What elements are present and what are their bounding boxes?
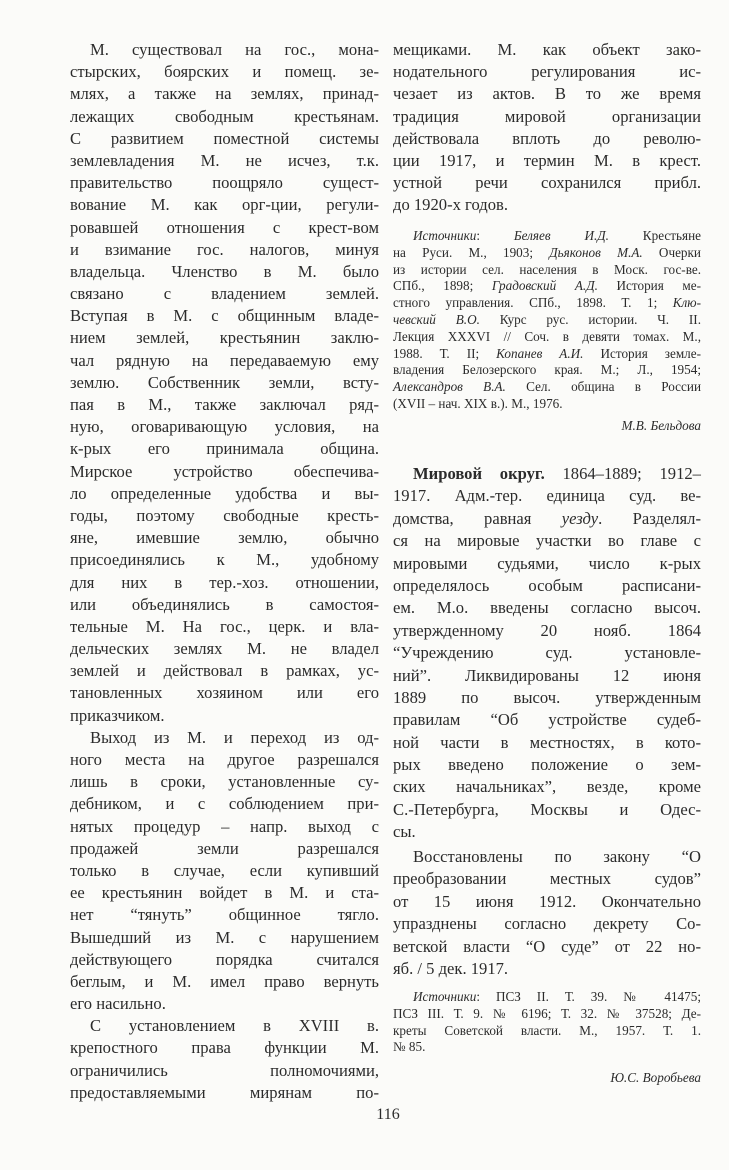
text-line (70, 394, 379, 416)
text-line (70, 882, 379, 904)
text-line (70, 594, 379, 616)
text-run: от 15 июня 1912. Окончательно (393, 891, 701, 911)
text-line (393, 754, 701, 776)
text-line (393, 39, 701, 61)
text-line (393, 485, 701, 507)
text-run: лежащих свободным крестьянам. (70, 106, 379, 126)
text-run: действовала вплоть до револю- (393, 128, 701, 148)
text-line (393, 846, 701, 868)
text-line (393, 799, 701, 821)
text-run: 1864–1889; 1912– (544, 464, 701, 483)
text-run: чал рядную на передаваемую ему (70, 350, 379, 370)
text-run: правительство поощряло сущест- (70, 173, 379, 193)
text-line (393, 936, 701, 958)
text-line (70, 527, 379, 549)
text-line (393, 575, 701, 597)
text-line (393, 709, 701, 731)
text-line (393, 687, 701, 709)
text-run: ции 1917, и термин М. в крест. (393, 150, 701, 170)
text-run: мировыми судьями, число к-рых (393, 553, 701, 573)
text-run: упразднены согласно декрету Со- (393, 914, 701, 934)
text-run: ную, оговаривающую условия, на (70, 417, 379, 437)
text-run: устной речи сохранился прибл. (393, 173, 701, 193)
text-line (70, 283, 379, 305)
text-run: домства, равная (393, 508, 562, 528)
text-run: Восстановлены по закону “О (413, 847, 701, 866)
text-run: яне, имевшие землю, обычно (70, 528, 379, 548)
text-line (70, 350, 379, 372)
text-line (70, 194, 379, 216)
text-line (70, 616, 379, 638)
text-run: правилам “Об устройстве судеб- (393, 710, 701, 730)
text-line (393, 821, 701, 843)
text-line (70, 305, 379, 327)
text-line (70, 128, 379, 150)
text-run: тановленных хозяином или его (70, 683, 379, 703)
italic-run: Александров В.А. (393, 379, 506, 395)
text-run: 1889 по высоч. утвержденным (393, 687, 701, 707)
author-signature: М.В. Бельдова (621, 418, 701, 433)
text-run: пая в М., также заключал ряд- (70, 395, 379, 414)
text-line (70, 106, 379, 128)
sources-list (393, 228, 701, 413)
text-line (70, 793, 379, 815)
text-run: продажей земли разрешался (70, 838, 379, 858)
text-line (70, 483, 379, 505)
text-run: дебником, и с соблюдением при- (70, 794, 379, 814)
left-column (70, 39, 379, 1104)
text-run: традиция мировой организации (393, 106, 701, 126)
text-line (393, 508, 701, 530)
italic-run: Клю- (672, 295, 701, 311)
text-run: до 1920-х годов. (393, 195, 508, 215)
text-run: из истории сел. населения в Моск. гос-ве. (393, 261, 701, 277)
text-run: тельные М. На гос., церк. и вла- (70, 616, 379, 636)
text-run: рых введено положение о зем- (393, 755, 701, 775)
text-line (393, 776, 701, 798)
text-run: Вышедший из М. с нарушением (70, 927, 379, 947)
text-line (393, 61, 701, 83)
text-line (393, 958, 701, 980)
italic-run: Градовский А.Д. (491, 278, 598, 294)
text-line (393, 295, 701, 312)
text-run: “Учреждению суд. установле- (393, 643, 701, 663)
text-line (70, 1015, 379, 1037)
text-line (70, 39, 379, 61)
text-run: только в случае, если купивший (70, 860, 379, 880)
text-run: История земле- (583, 345, 701, 361)
text-run: нием землей, крестьянин заклю- (70, 328, 379, 348)
text-line (393, 530, 701, 552)
text-run: годы, поэтому свободные кресть- (70, 505, 379, 525)
text-run: утвержденному 20 нояб. 1864 (393, 620, 701, 640)
text-run: или объединялись в самостоя- (70, 594, 379, 614)
text-line (393, 128, 701, 150)
text-line (70, 1060, 379, 1082)
paragraph-continuation (393, 39, 701, 217)
text-line (70, 549, 379, 571)
text-line (70, 749, 379, 771)
text-run: для них в тер.-хоз. отношении, (70, 572, 379, 592)
text-run: СПб., 1898; (393, 278, 492, 294)
text-line (393, 665, 701, 687)
text-run: № 85. (393, 1039, 426, 1055)
text-run: С установлением в XVIII в. (90, 1016, 379, 1036)
text-run: ний”. Ликвидированы 12 июня (393, 665, 701, 685)
text-run: присоединялись к М., удобному (70, 550, 379, 570)
text-run: млях, а также на землях, принад- (70, 84, 379, 104)
text-line (70, 150, 379, 172)
text-run: Очерки (642, 244, 701, 260)
text-line (70, 572, 379, 594)
text-run: Вступая в М. с общинным владе- (70, 306, 379, 326)
text-line (70, 1037, 379, 1059)
text-line (393, 868, 701, 890)
text-run: : ПСЗ II. Т. 39. № 41475; (476, 989, 701, 1004)
text-run: Мирское устройство обеспечива- (70, 461, 379, 481)
text-line (393, 1039, 701, 1056)
italic-run: Источники (413, 989, 477, 1004)
text-run: ся на мировые участки во главе с (393, 531, 701, 551)
page-number: 116 (376, 1106, 400, 1123)
text-line (393, 379, 701, 396)
text-line (70, 327, 379, 349)
text-line (70, 816, 379, 838)
text-line (393, 463, 701, 485)
text-line (70, 771, 379, 793)
text-line (70, 505, 379, 527)
italic-run: Источники (413, 228, 477, 243)
text-run: (XVII – нач. XIX в.). М., 1976. (393, 395, 563, 411)
text-run: креты Советской власти. М., 1957. Т. 1. (393, 1022, 701, 1038)
dictionary-entry (393, 463, 701, 844)
entry-headword: Мировой округ. (413, 464, 545, 483)
text-line (393, 1023, 701, 1040)
text-line (70, 949, 379, 971)
text-run: нятых процедур – напр. выход с (70, 816, 379, 836)
text-run: землей и действовал в рамках, ус- (70, 661, 379, 681)
text-line (393, 150, 701, 172)
text-run: ских начальниках”, везде, кроме (393, 777, 701, 797)
text-run: связано с владением землей. (70, 284, 379, 304)
text-run: ограничились полномочиями, (70, 1060, 379, 1080)
text-run: ровавшей отношения с крест-вом (70, 217, 379, 237)
text-run: . Разделял- (598, 508, 701, 528)
text-run: М. существовал на гос., мона- (90, 40, 379, 59)
text-line (70, 682, 379, 704)
author-signature: Ю.С. Воробьева (610, 1070, 701, 1085)
text-line (70, 438, 379, 460)
text-run: определялось особым расписани- (393, 575, 701, 595)
text-line (393, 732, 701, 754)
text-line (70, 217, 379, 239)
text-line (393, 553, 701, 575)
text-line (70, 727, 379, 749)
text-run: преобразовании местных судов” (393, 869, 701, 889)
text-run: : (476, 228, 514, 243)
text-run: сы. (393, 822, 416, 842)
text-line (393, 620, 701, 642)
text-line (70, 1082, 379, 1104)
text-line (393, 913, 701, 935)
text-run: землю. Собственник земли, всту- (70, 372, 379, 392)
text-run: яб. / 5 дек. 1917. (393, 958, 509, 978)
sources-list (393, 989, 701, 1056)
text-line (70, 416, 379, 438)
text-run: на Руси. М., 1903; (393, 244, 550, 260)
text-run: нодательного регулирования ис- (393, 62, 701, 82)
text-run: 1988. Т. II; (393, 345, 497, 361)
text-line (70, 904, 379, 926)
text-line (70, 705, 379, 727)
text-run: С развитием поместной системы (70, 128, 379, 148)
text-run: ло определенные удобства и вы- (70, 483, 379, 503)
text-run: Крестьяне (608, 228, 701, 243)
text-run: его насильно. (70, 994, 166, 1014)
text-run: ПСЗ III. Т. 9. № 6196; Т. 32. № 37528; Де- (393, 1005, 701, 1021)
text-run: дельческих землях М. не владел (70, 639, 379, 659)
text-run: Сел. община в России (505, 379, 701, 395)
text-run: С.-Петербурга, Москвы и Одес- (393, 799, 701, 819)
text-run: ем. М.о. введены согласно высоч. (393, 598, 701, 618)
text-run: стного управления. СПб., 1898. Т. 1; (393, 295, 673, 311)
text-line (393, 245, 701, 262)
text-line (393, 172, 701, 194)
text-line (393, 642, 701, 664)
text-line (393, 329, 701, 346)
text-line (70, 461, 379, 483)
paragraph (393, 846, 701, 980)
text-line (393, 278, 701, 295)
italic-run: Дьяконов М.А. (549, 244, 643, 260)
italic-run: Копанев А.И. (496, 345, 584, 361)
text-line (393, 891, 701, 913)
text-run: История ме- (597, 278, 701, 294)
text-line (70, 172, 379, 194)
text-run: мещиками. М. как объект зако- (393, 40, 701, 59)
text-line (393, 396, 701, 413)
text-line (393, 989, 701, 1006)
text-line (70, 860, 379, 882)
paragraph (70, 727, 379, 1015)
text-run: Лекция XXXVI // Соч. в девяти томах. М., (393, 328, 701, 344)
text-run: владения Белозерского края. М.; Л., 1954; (393, 362, 701, 378)
text-run: Курс рус. истории. Ч. II. (479, 311, 701, 327)
text-run: владельца. Членство в М. было (70, 261, 379, 281)
text-line (70, 239, 379, 261)
text-line (393, 597, 701, 619)
italic-run: чевский В.О. (393, 311, 480, 327)
text-line (70, 660, 379, 682)
text-run: предоставляемыми мирянам по- (70, 1082, 379, 1102)
text-line (393, 83, 701, 105)
text-line (70, 993, 379, 1015)
text-line (70, 838, 379, 860)
text-run: приказчиком. (70, 705, 165, 725)
text-run: землевладения М. не исчез, т.к. (70, 150, 379, 170)
text-line (70, 83, 379, 105)
text-line (70, 372, 379, 394)
text-run: стырских, боярских и помещ. зе- (70, 62, 379, 82)
text-line (393, 106, 701, 128)
text-run: крепостного права функции М. (70, 1038, 379, 1058)
text-line (393, 312, 701, 329)
text-run: чезает из актов. В то же время (393, 84, 701, 104)
text-run: лишь в сроки, установленные су- (70, 772, 379, 792)
text-line (393, 1006, 701, 1023)
text-line (70, 971, 379, 993)
text-run: к-рых его принимала община. (70, 439, 379, 459)
text-line (393, 228, 701, 245)
text-line (393, 362, 701, 379)
text-line (70, 638, 379, 660)
text-run: 1917. Адм.-тер. единица суд. ве- (393, 486, 701, 506)
text-line (393, 194, 701, 216)
text-run: ного места на другое разрешался (70, 750, 379, 769)
text-run: нет “тянуть” общинное тягло. (70, 905, 379, 925)
text-line (70, 927, 379, 949)
text-line (70, 61, 379, 83)
text-run: ной части в местностях, в кото- (393, 732, 701, 752)
italic-run: Беляев И.Д. (513, 228, 609, 243)
text-line (70, 261, 379, 283)
text-line (393, 262, 701, 279)
text-run: вование М. как орг-ции, регули- (70, 195, 379, 215)
text-line (393, 346, 701, 363)
text-run: ее крестьянин войдет в М. и ста- (70, 883, 379, 903)
paragraph (70, 1015, 379, 1104)
italic-run: уезду (561, 508, 599, 528)
text-run: ветской власти “О суде” от 22 но- (393, 936, 701, 956)
paragraph (70, 39, 379, 727)
text-run: и взимание гос. налогов, минуя (70, 239, 379, 259)
text-run: беглым, и М. имел право вернуть (70, 971, 379, 991)
text-run: Выход из М. и переход из од- (90, 727, 379, 747)
text-run: действующего порядка считался (70, 949, 379, 969)
